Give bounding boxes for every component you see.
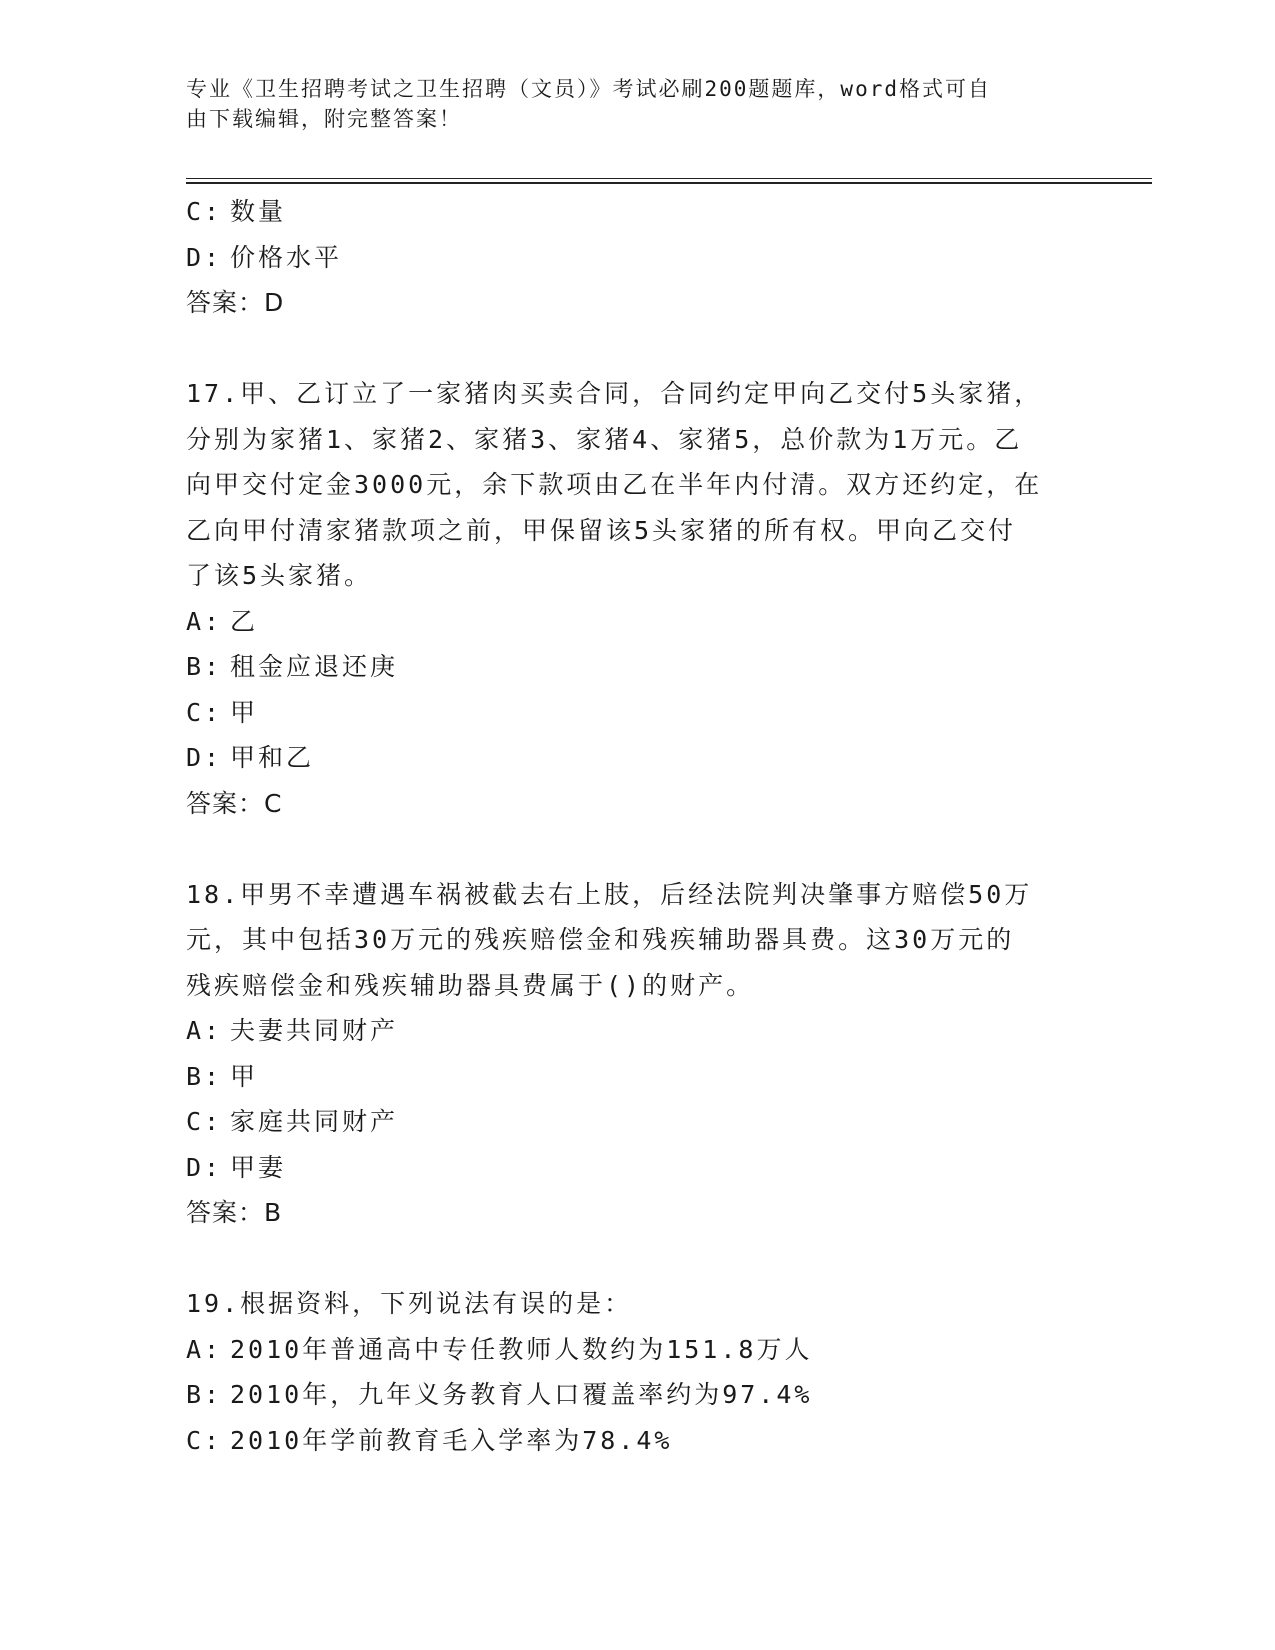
option-label: B: — [186, 1380, 223, 1409]
option-d — [186, 1145, 1066, 1191]
header-divider-thin — [186, 178, 1152, 179]
option-text: 2010年学前教育毛入学率为78.4% — [230, 1425, 673, 1455]
question-text-line: 了该5头家猪。 — [186, 561, 373, 590]
document-body — [186, 189, 1066, 1463]
question-text-line: 17.甲、乙订立了一家猪肉买卖合同，合同约定甲向乙交付5头家猪， — [186, 379, 1043, 408]
option-text: 夫妻共同财产 — [230, 1016, 399, 1045]
question-17 — [186, 371, 1066, 827]
option-c — [186, 1418, 1066, 1464]
option-label: B: — [186, 1061, 223, 1091]
question-19 — [186, 1281, 1066, 1463]
question-text-line: 乙向甲付清家猪款项之前，甲保留该5头家猪的所有权。甲向乙交付 — [186, 515, 1017, 545]
option-label: D: — [186, 242, 223, 272]
answer-line: 答案：B — [186, 1198, 283, 1227]
option-a — [186, 599, 1066, 645]
option-d — [186, 735, 1066, 781]
option-text: 甲妻 — [230, 1152, 287, 1182]
option-a — [186, 1327, 1066, 1373]
question-text-line: 元，其中包括30万元的残疾赔偿金和残疾辅助器具费。这30万元的 — [186, 925, 1015, 954]
option-text: 乙 — [230, 606, 259, 636]
option-b — [186, 1054, 1066, 1100]
option-d — [186, 235, 1066, 281]
option-label: A: — [186, 1016, 223, 1045]
option-label: B: — [186, 652, 223, 681]
option-label: C: — [186, 697, 223, 727]
question-text-line: 向甲交付定金3000元，余下款项由乙在半年内付清。双方还约定，在 — [186, 470, 1043, 499]
question-text-line: 分别为家猪1、家猪2、家猪3、家猪4、家猪5，总价款为1万元。乙 — [186, 424, 1023, 454]
option-text: 2010年普通高中专任教师人数约为151.8万人 — [230, 1334, 813, 1364]
option-label: A: — [186, 606, 223, 636]
option-b — [186, 644, 1066, 690]
spacer — [186, 827, 1066, 872]
option-c — [186, 189, 1066, 235]
question-text-line: 18.甲男不幸遭遇车祸被截去右上肢，后经法院判决肇事方赔偿50万 — [186, 879, 1033, 909]
question-text-line: 残疾赔偿金和残疾辅助器具费属于()的财产。 — [186, 970, 755, 1000]
answer-line: 答案：D — [186, 288, 285, 317]
document-header — [186, 74, 1066, 134]
option-text: 价格水平 — [230, 242, 343, 272]
option-text: 租金应退还庚 — [230, 652, 399, 681]
header-divider-thick — [186, 182, 1152, 184]
header-title-line-1: 专业《卫生招聘考试之卫生招聘（文员）》考试必刷200题题库，word格式可自 — [186, 77, 991, 101]
question-16-tail — [186, 189, 1066, 326]
question-text-line: 19.根据资料，下列说法有误的是： — [186, 1289, 633, 1318]
question-18 — [186, 872, 1066, 1237]
option-text: 家庭共同财产 — [230, 1107, 399, 1136]
option-a — [186, 1008, 1066, 1054]
header-title-line-2: 由下载编辑，附完整答案！ — [186, 107, 462, 131]
option-label: D: — [186, 743, 223, 772]
spacer — [186, 326, 1066, 371]
option-label: A: — [186, 1334, 223, 1364]
option-b — [186, 1372, 1066, 1418]
option-text: 甲和乙 — [230, 743, 315, 772]
option-c — [186, 690, 1066, 736]
option-text: 甲 — [230, 697, 259, 727]
option-text: 甲 — [230, 1061, 259, 1091]
option-label: C: — [186, 197, 223, 226]
option-label: C: — [186, 1425, 223, 1455]
spacer — [186, 1236, 1066, 1281]
answer-line: 答案：C — [186, 788, 283, 818]
option-text: 数量 — [230, 197, 287, 226]
option-label: D: — [186, 1152, 223, 1182]
option-label: C: — [186, 1107, 223, 1136]
option-c — [186, 1099, 1066, 1145]
option-text: 2010年，九年义务教育人口覆盖率约为97.4% — [230, 1380, 813, 1409]
